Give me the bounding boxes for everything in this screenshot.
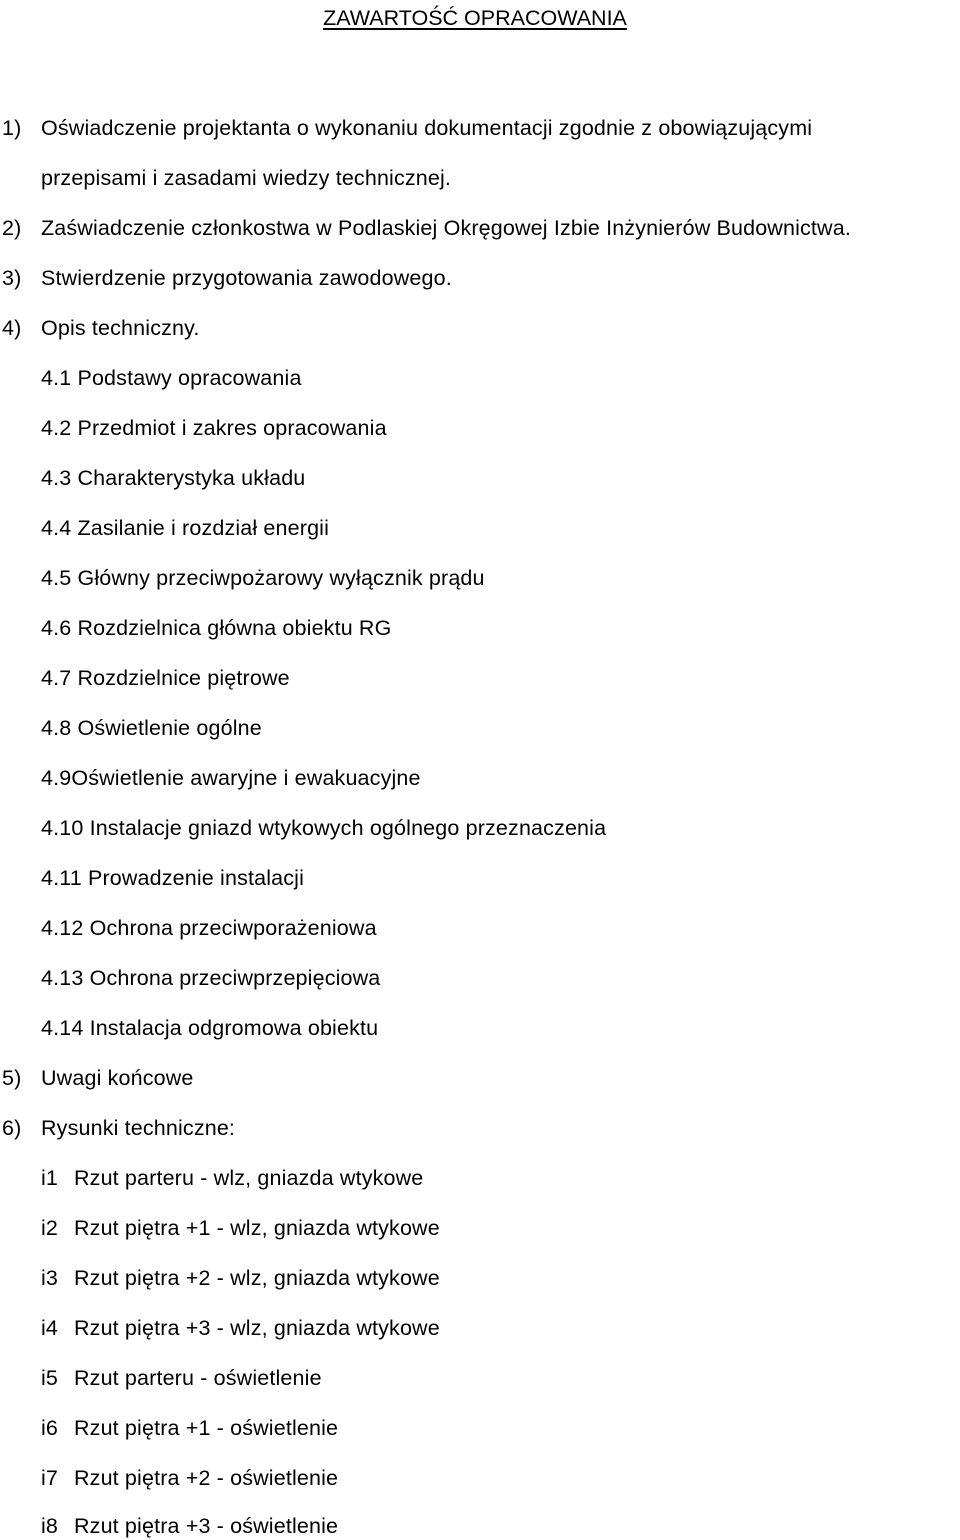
drawing-code: i4: [41, 1316, 59, 1340]
section-number: 1): [2, 116, 22, 140]
section-text: Rysunki techniczne:: [41, 1116, 236, 1140]
drawing-text: Rzut piętra +3 - wlz, gniazda wtykowe: [74, 1316, 440, 1340]
drawing-code: i1: [41, 1166, 59, 1190]
section-text: Opis techniczny.: [41, 316, 200, 340]
subsection-item: 4.2 Przedmiot i zakres opracowania: [41, 416, 387, 440]
drawing-code: i7: [41, 1466, 59, 1490]
drawing-text: Rzut piętra +2 - wlz, gniazda wtykowe: [74, 1266, 440, 1290]
drawing-text: Rzut piętra +3 - oświetlenie: [74, 1514, 339, 1538]
drawing-text: Rzut piętra +2 - oświetlenie: [74, 1466, 339, 1490]
subsection-item: 4.4 Zasilanie i rozdział energii: [41, 516, 330, 540]
drawing-text: Rzut parteru - wlz, gniazda wtykowe: [74, 1166, 424, 1190]
drawing-text: Rzut piętra +1 - oświetlenie: [74, 1416, 339, 1440]
section-text: Zaświadczenie członkostwa w Podlaskiej Okręgowej Izbie Inżynierów Budownictwa.: [41, 216, 851, 240]
subsection-item: 4.12 Ochrona przeciwporażeniowa: [41, 916, 377, 940]
subsection-item: 4.8 Oświetlenie ogólne: [41, 716, 262, 740]
drawing-code: i6: [41, 1416, 59, 1440]
section-text: Stwierdzenie przygotowania zawodowego.: [41, 266, 452, 290]
subsection-item: 4.3 Charakterystyka układu: [41, 466, 306, 490]
subsection-item: 4.5 Główny przeciwpożarowy wyłącznik prądu: [41, 566, 485, 590]
drawing-code: i5: [41, 1366, 59, 1390]
section-text: Oświadczenie projektanta o wykonaniu dokumentacji zgodnie z obowiązującymi: [41, 116, 813, 140]
subsection-item: 4.9Oświetlenie awaryjne i ewakuacyjne: [41, 766, 421, 790]
drawing-text: Rzut parteru - oświetlenie: [74, 1366, 322, 1390]
drawing-code: i2: [41, 1216, 59, 1240]
subsection-item: 4.1 Podstawy opracowania: [41, 366, 302, 390]
subsection-item: 4.11 Prowadzenie instalacji: [41, 866, 304, 890]
section-1-continuation: przepisami i zasadami wiedzy technicznej.: [41, 166, 452, 190]
section-number: 5): [2, 1066, 22, 1090]
subsection-item: 4.10 Instalacje gniazd wtykowych ogólnego przeznaczenia: [41, 816, 607, 840]
section-number: 4): [2, 316, 22, 340]
section-text: Uwagi końcowe: [41, 1066, 194, 1090]
subsection-item: 4.14 Instalacja odgromowa obiektu: [41, 1016, 379, 1040]
subsection-item: 4.7 Rozdzielnice piętrowe: [41, 666, 290, 690]
drawing-code: i3: [41, 1266, 59, 1290]
section-number: 3): [2, 266, 22, 290]
section-number: 6): [2, 1116, 22, 1140]
subsection-item: 4.13 Ochrona przeciwprzepięciowa: [41, 966, 381, 990]
subsection-item: 4.6 Rozdzielnica główna obiektu RG: [41, 616, 392, 640]
drawing-code: i8: [41, 1514, 59, 1538]
drawing-text: Rzut piętra +1 - wlz, gniazda wtykowe: [74, 1216, 440, 1240]
document-title: ZAWARTOŚĆ OPRACOWANIA: [323, 6, 627, 30]
section-number: 2): [2, 216, 22, 240]
